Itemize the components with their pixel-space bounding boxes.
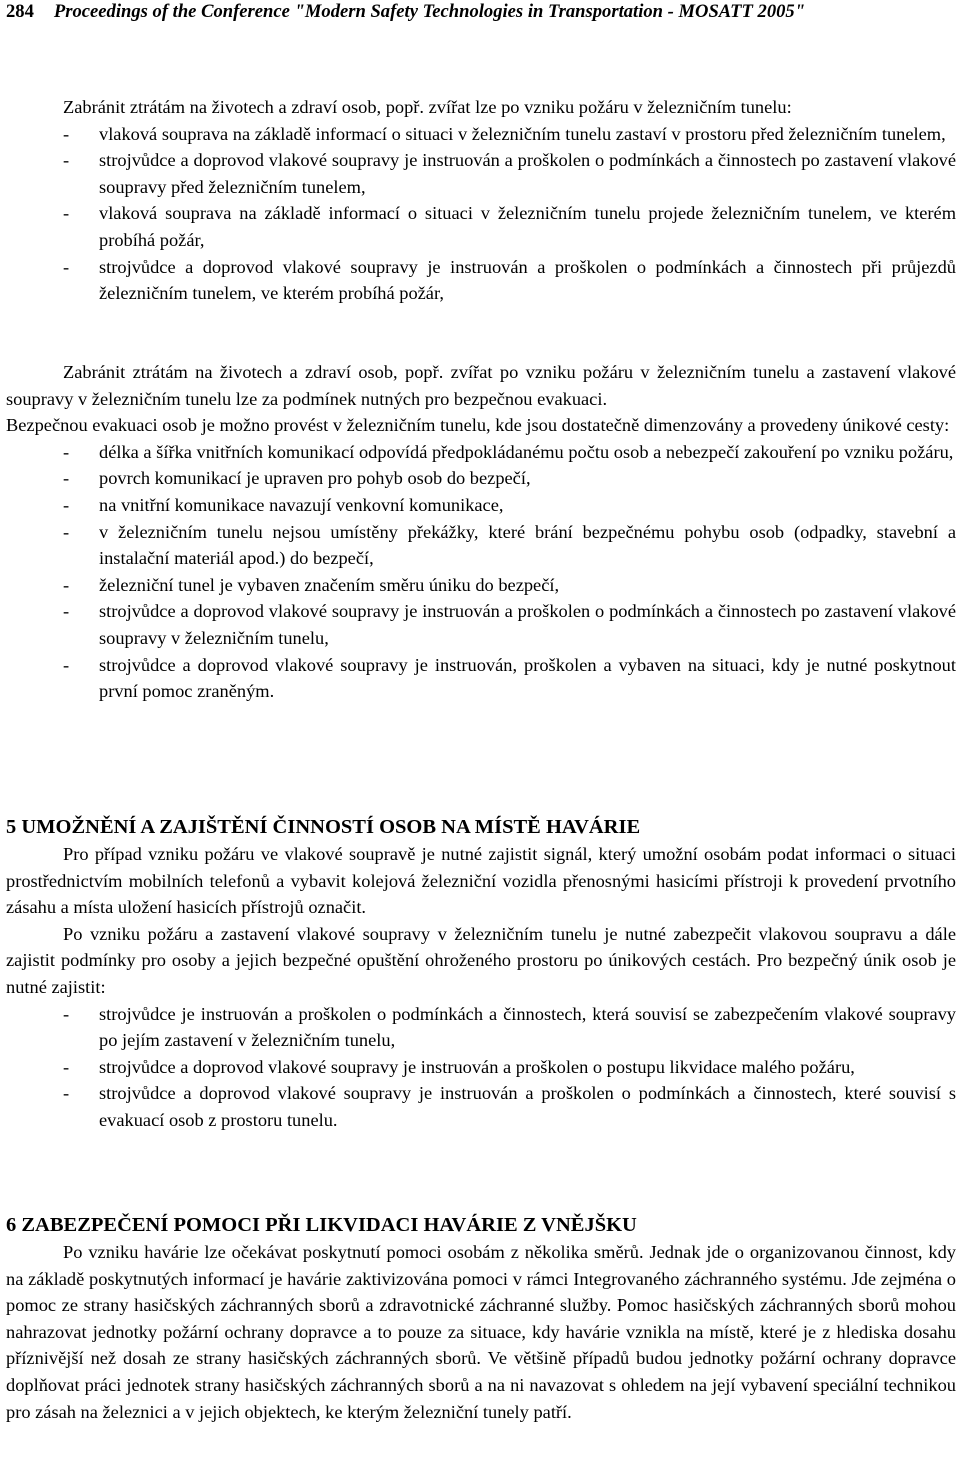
intro-paragraph: Zabránit ztrátám na životech a zdraví osob, popř. zvířat lze po vzniku požáru v železničním tunelu: — [63, 97, 792, 117]
intro-block — [6, 94, 956, 307]
section-5-paragraph-2: Po vzniku požáru a zastavení vlakové soupravy v železničním tunelu je nutné zabezpečit vlakovou soupravu a dále zajistit podmínky pro osoby a jejich bezpečné opuštění ohroženého prostoru po únikových cestách. Pro bezpečný únik osob je nutné zajistit: — [6, 923, 956, 997]
section-heading: 5 UMOŽNĚNÍ A ZAJIŠTĚNÍ ČINNOSTÍ OSOB NA MÍSTĚ HAVÁRIE — [6, 816, 641, 838]
list-item: - strojvůdce a doprovod vlakové soupravy je instruován a proškolen o podmínkách a činnostech po zastavení vlakové soupravy před železničním tunelem, — [6, 147, 956, 200]
section-6-paragraph: Po vzniku havárie lze očekávat poskytnutí pomoci osobám z několika směrů. Jednak jde o organizovanou činnost, kdy na základě poskytnutých informací je havárie zaktivizována pomoci v rámci Integrovaného záchranného systému. Jde zejména o pomoc ze strany hasičských záchranných sborů a zdravotnické záchranné služby. Pomoc hasičských záchranných sborů mohou nahrazovat jednotky požární ochrany dopravce a to pouze za situace, kdy havárie vznikla na místě, které je z hlediska dosahu příznivější než dosah ze strany hasičských záchranných sborů. Ve většině případů budou jednotky požární ochrany dopravce doplňovat práci jednotek strany hasičských záchranných sborů a na ni navazovat s ohledem na její vybavení speciální technikou pro zásah na železnici a v jejich objektech, ke kterým železniční tunely patří. — [6, 1242, 956, 1422]
list-item: - vlaková souprava na základě informací o situaci v železničním tunelu projede železničním tunelem, ve kterém probíhá požár, — [6, 200, 956, 253]
list-item: - povrch komunikací je upraven pro pohyb osob do bezpečí, — [6, 465, 956, 492]
evacuation-paragraph-1: Zabránit ztrátám na životech a zdraví osob, popř. zvířat po vzniku požáru v železničním tunelu a zastavení vlakové soupravy v železničním tunelu lze za podmínek nutných pro bezpečnou evakuaci. — [6, 362, 956, 409]
list-item: - železniční tunel je vybaven značením směru úniku do bezpečí, — [6, 572, 956, 599]
list-item: - strojvůdce a doprovod vlakové soupravy je instruován, proškolen a vybaven na situaci, kdy je nutné poskytnout první pomoc zraněným. — [6, 652, 956, 705]
conference-title: Proceedings of the Conference "Modern Safety Technologies in Transportation - MOSATT 2005" — [53, 1, 806, 22]
intro-list — [6, 121, 956, 307]
section-5-paragraph-1: Pro případ vzniku požáru ve vlakové soupravě je nutné zajistit signál, který umožní osobám podat informaci o situaci prostřednictvím mobilních telefonů a vybavit kolejová železniční vozidla přenosnými hasicími přístroji k provedení prvotního zásahu a místa uložení hasicích přístrojů označit. — [6, 844, 956, 918]
section-5-list — [6, 1001, 956, 1134]
list-item: - strojvůdce a doprovod vlakové soupravy je instruován a proškolen o podmínkách a činnostech při průjezdů železničním tunelem, ve kterém probíhá požár, — [6, 254, 956, 307]
evacuation-paragraph-2: Bezpečnou evakuaci osob je možno provést v železničním tunelu, kde jsou dostatečně dimenzovány a provedeny únikové cesty: — [6, 415, 950, 436]
section-heading: 6 ZABEZPEČENÍ POMOCI PŘI LIKVIDACI HAVÁRIE Z VNĚJŠKU — [6, 1214, 637, 1236]
page-header — [6, 0, 805, 25]
section-6 — [6, 1211, 956, 1425]
evacuation-list — [6, 439, 956, 705]
list-item: - strojvůdce a doprovod vlakové soupravy je instruován a proškolen o podmínkách a činnostech, které souvisí s evakuací osob z prostoru tunelu. — [6, 1080, 956, 1133]
section-5 — [6, 813, 956, 1134]
list-item: - délka a šířka vnitřních komunikací odpovídá předpokládanému počtu osob a nebezpečí zakouření po vzniku požáru, — [6, 439, 956, 466]
evacuation-block — [6, 359, 956, 705]
page-number: 284 — [6, 1, 34, 22]
list-item: - v železničním tunelu nejsou umístěny překážky, které brání bezpečnému pohybu osob (odpadky, stavební a instalační materiál apod.) do bezpečí, — [6, 519, 956, 572]
list-item: - strojvůdce je instruován a proškolen o podmínkách a činnostech, která souvisí se zabezpečením vlakové soupravy po jejím zastavení v železničním tunelu, — [6, 1001, 956, 1054]
list-item: - vlaková souprava na základě informací o situaci v železničním tunelu zastaví v prostoru před železničním tunelem, — [6, 121, 956, 148]
list-item: - na vnitřní komunikace navazují venkovní komunikace, — [6, 492, 956, 519]
list-item: - strojvůdce a doprovod vlakové soupravy je instruován a proškolen o podmínkách a činnostech po zastavení vlakové soupravy v železničním tunelu, — [6, 598, 956, 651]
list-item: - strojvůdce a doprovod vlakové soupravy je instruován a proškolen o postupu likvidace malého požáru, — [6, 1054, 956, 1081]
